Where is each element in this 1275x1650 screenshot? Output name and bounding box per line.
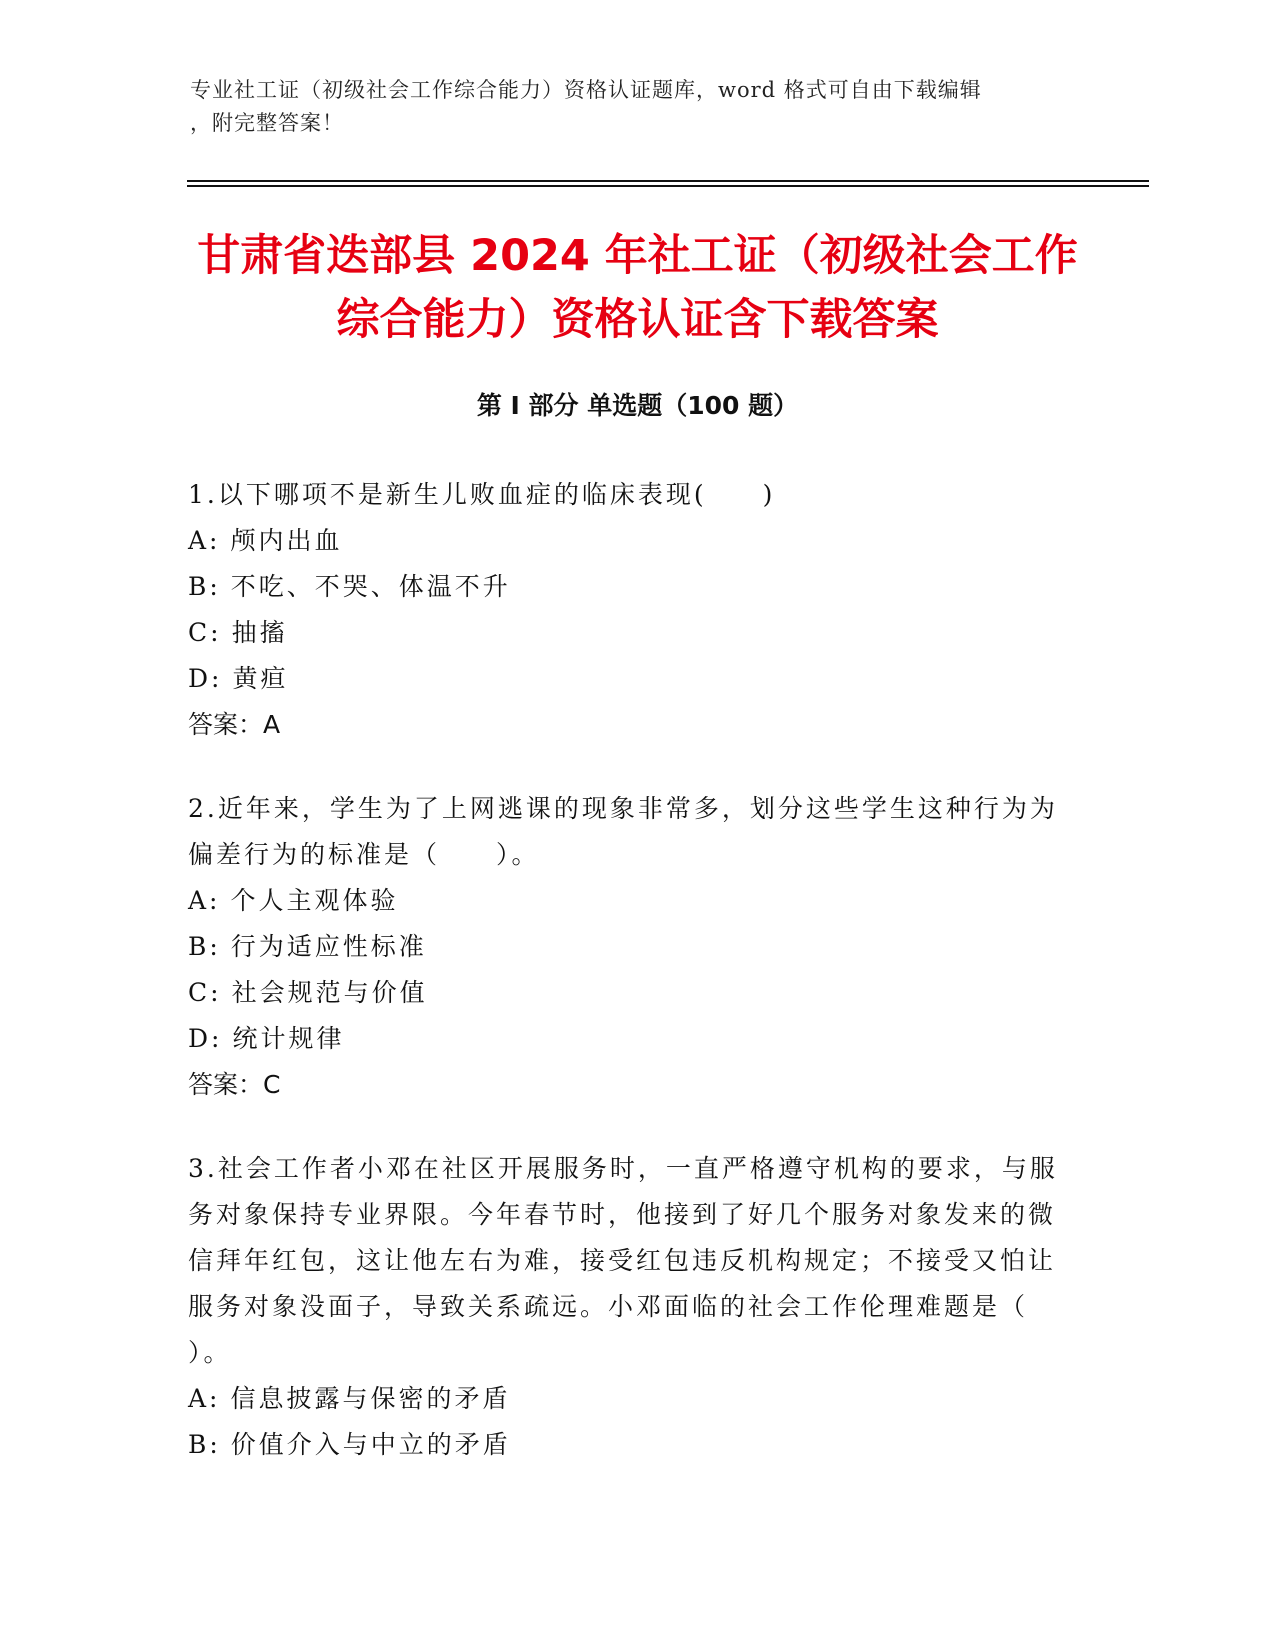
option-key: A: <box>188 1384 221 1413</box>
option-key: B: <box>188 572 221 601</box>
option-text: 社会规范与价值 <box>231 978 428 1007</box>
question-stem: 3.社会工作者小邓在社区开展服务时，一直严格遵守机构的要求，与服务对象保持专业界限。今年春节时，他接到了好几个服务对象发来的微信拜年红包，这让他左右为难，接受红包违反机构规定；不接受又怕让服务对象没面子，导致关系疏远。小邓面临的社会工作伦理难题是（ ）。 <box>188 1154 1058 1367</box>
option-a <box>188 1376 1068 1422</box>
question-stem: 2.近年来，学生为了上网逃课的现象非常多，划分这些学生这种行为为偏差行为的标准是（ ）。 <box>188 794 1058 869</box>
document-title <box>150 224 1125 352</box>
option-b <box>188 924 1068 970</box>
header-note-line-1: 专业社工证（初级社会工作综合能力）资格认证题库，word 格式可自由下载编辑 <box>190 78 982 102</box>
option-a <box>188 518 1068 564</box>
option-text: 统计规律 <box>232 1024 345 1053</box>
option-a <box>188 878 1068 924</box>
header-rule-top <box>187 180 1149 182</box>
option-text: 行为适应性标准 <box>230 932 427 961</box>
header-note-line-2: ，附完整答案！ <box>190 111 344 135</box>
option-key: B: <box>188 932 221 961</box>
option-text: 信息披露与保密的矛盾 <box>230 1384 511 1413</box>
answer-label: 答案：A <box>188 710 281 739</box>
document-title-line-2: 综合能力）资格认证含下载答案 <box>336 295 939 345</box>
option-c <box>188 970 1068 1016</box>
option-text: 黄疸 <box>232 664 289 693</box>
option-key: C: <box>188 618 222 647</box>
question-1 <box>188 472 1068 748</box>
header-rule-bottom <box>187 185 1149 187</box>
option-text: 抽搐 <box>231 618 288 647</box>
section-heading: 第 I 部分 单选题（100 题） <box>476 391 799 420</box>
document-title-line-1: 甘肃省迭部县 2024 年社工证（初级社会工作 <box>197 231 1078 281</box>
option-b <box>188 564 1068 610</box>
question-list <box>188 472 1068 1506</box>
option-key: B: <box>188 1430 221 1459</box>
option-key: C: <box>188 978 222 1007</box>
option-text: 不吃、不哭、体温不升 <box>230 572 511 601</box>
question-3 <box>188 1146 1068 1468</box>
question-stem: 1.以下哪项不是新生儿败血症的临床表现( ) <box>188 480 776 509</box>
option-key: A: <box>188 886 221 915</box>
header-note <box>190 74 1070 140</box>
option-text: 个人主观体验 <box>230 886 399 915</box>
option-b <box>188 1422 1068 1468</box>
option-d <box>188 1016 1068 1062</box>
question-2 <box>188 786 1068 1108</box>
option-text: 价值介入与中立的矛盾 <box>230 1430 511 1459</box>
option-text: 颅内出血 <box>230 526 343 555</box>
option-c <box>188 610 1068 656</box>
option-key: D: <box>188 664 223 693</box>
answer-label: 答案：C <box>188 1070 281 1099</box>
option-key: D: <box>188 1024 223 1053</box>
option-key: A: <box>188 526 221 555</box>
option-d <box>188 656 1068 702</box>
